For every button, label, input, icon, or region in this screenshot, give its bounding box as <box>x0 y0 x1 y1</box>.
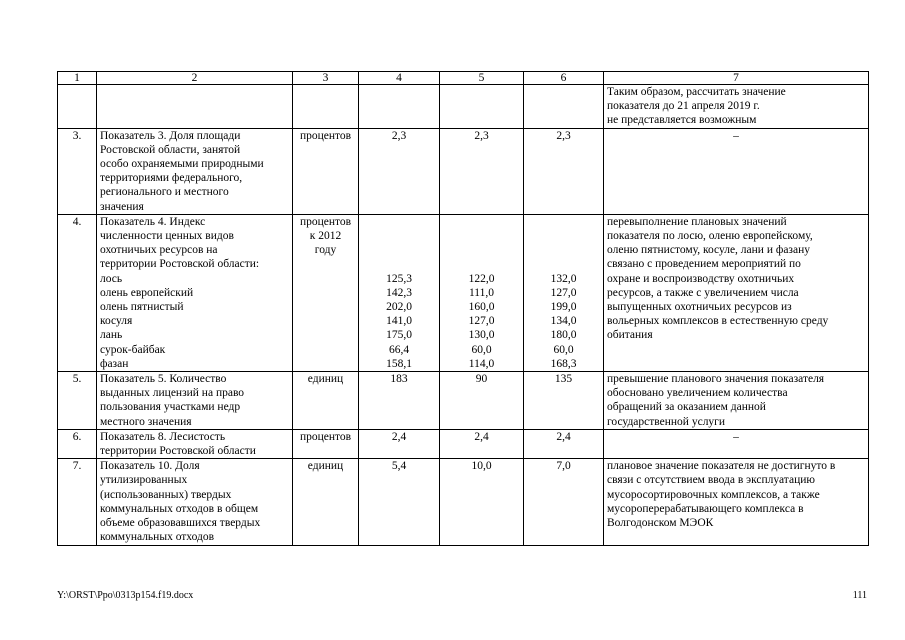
column-number-header: 3 <box>293 72 359 85</box>
column-number-header: 7 <box>604 72 869 85</box>
column-number-header-row <box>58 72 869 85</box>
document-file-path: Y:\ORST\Ppo\0313p154.f19.docx <box>57 590 194 601</box>
table-row <box>58 372 869 430</box>
value-cell: 2,4 <box>524 429 604 458</box>
row-number-cell <box>58 85 97 129</box>
unit-cell: процентов <box>293 128 359 214</box>
table-row <box>58 85 869 129</box>
value-cell: 2,4 <box>440 429 524 458</box>
column-number-header: 5 <box>440 72 524 85</box>
value-cell: 2,3 <box>524 128 604 214</box>
row-number-cell: 4. <box>58 214 97 371</box>
unit-cell: единиц <box>293 372 359 430</box>
explanation-cell: превышение планового значения показателя обосновано увеличением количества обращений за оказанием данной государственной услуги <box>604 372 869 430</box>
indicator-name-cell: Показатель 4. Индекс численности ценных видов охотничьих ресурсов на территории Ростовской области: лось олень европейский олень пятнистый косуля лань сурок-байбак фазан <box>97 214 293 371</box>
value-cell: 183 <box>359 372 440 430</box>
explanation-cell: Таким образом, рассчитать значение показателя до 21 апреля 2019 г. не представляется возможным <box>604 85 869 129</box>
column-number-header: 4 <box>359 72 440 85</box>
row-number-cell: 6. <box>58 429 97 458</box>
value-cell: 2,3 <box>440 128 524 214</box>
table-row <box>58 128 869 214</box>
indicator-name-cell <box>97 85 293 129</box>
column-number-header: 6 <box>524 72 604 85</box>
value-cell: 2,3 <box>359 128 440 214</box>
explanation-cell: – <box>604 429 869 458</box>
unit-cell: процентов <box>293 429 359 458</box>
column-number-header: 1 <box>58 72 97 85</box>
unit-cell: единиц <box>293 459 359 545</box>
value-cell: 7,0 <box>524 459 604 545</box>
explanation-cell: перевыполнение плановых значений показателя по лосю, оленю европейскому, оленю пятнистому, косуле, лани и фазану связано с проведением мероприятий по охране и воспроизводству охотничьих ресурсов, а также с увеличением числа выпущенных охотничьих ресурсов из вольерных комплексов в естественную среду обитания <box>604 214 869 371</box>
indicator-table <box>57 71 869 546</box>
value-cell: 5,4 <box>359 459 440 545</box>
value-cell: 132,0 127,0 199,0 134,0 180,0 60,0 168,3 <box>524 214 604 371</box>
page-number: 111 <box>852 590 867 601</box>
value-cell: 125,3 142,3 202,0 141,0 175,0 66,4 158,1 <box>359 214 440 371</box>
indicator-name-cell: Показатель 3. Доля площади Ростовской области, занятой особо охраняемыми природными территориями федерального, регионального и местного значения <box>97 128 293 214</box>
value-cell: 122,0 111,0 160,0 127,0 130,0 60,0 114,0 <box>440 214 524 371</box>
value-cell <box>440 85 524 129</box>
table-row <box>58 459 869 545</box>
indicator-name-cell: Показатель 5. Количество выданных лицензий на право пользования участками недр местного значения <box>97 372 293 430</box>
row-number-cell: 7. <box>58 459 97 545</box>
table-row <box>58 429 869 458</box>
indicator-name-cell: Показатель 10. Доля утилизированных (использованных) твердых коммунальных отходов в общем объеме образовавшихся твердых коммунальных отходов <box>97 459 293 545</box>
value-cell <box>524 85 604 129</box>
row-number-cell: 5. <box>58 372 97 430</box>
explanation-cell: – <box>604 128 869 214</box>
unit-cell: процентов к 2012 году <box>293 214 359 371</box>
value-cell: 2,4 <box>359 429 440 458</box>
unit-cell <box>293 85 359 129</box>
indicator-name-cell: Показатель 8. Лесистость территории Ростовской области <box>97 429 293 458</box>
table-row <box>58 214 869 371</box>
column-number-header: 2 <box>97 72 293 85</box>
value-cell: 10,0 <box>440 459 524 545</box>
value-cell <box>359 85 440 129</box>
value-cell: 90 <box>440 372 524 430</box>
row-number-cell: 3. <box>58 128 97 214</box>
explanation-cell: плановое значение показателя не достигнуто в связи с отсутствием ввода в эксплуатацию мусоросортировочных комплексов, а также мусороперерабатывающего комплекса в Волгодонском МЭОК <box>604 459 869 545</box>
value-cell: 135 <box>524 372 604 430</box>
